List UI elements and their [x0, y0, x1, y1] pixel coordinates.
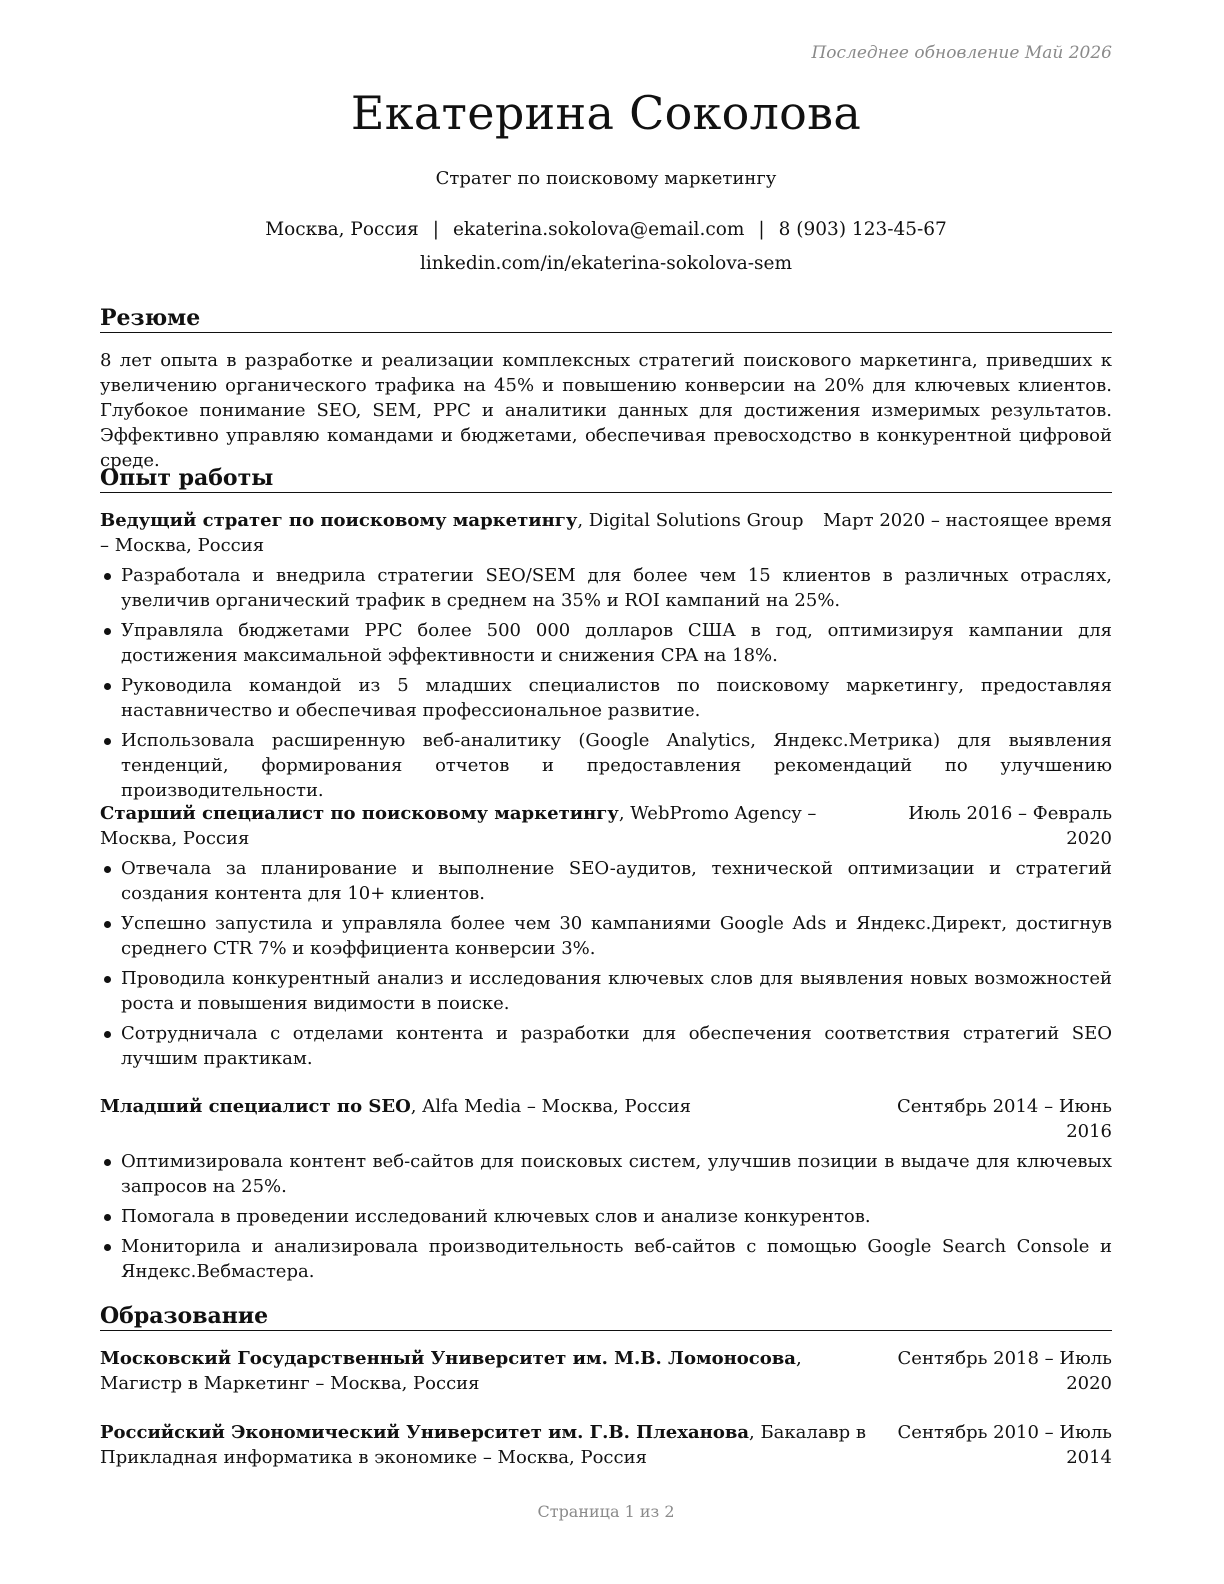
education-heading	[100, 1346, 875, 1396]
education-entry	[100, 1346, 1112, 1396]
job-bullet: Руководила командой из 5 младших специалистов по поисковому маркетингу, предоставляя наставничество и обеспечивая профессиональное развитие.	[100, 673, 1112, 723]
contact-phone[interactable]: 8 (903) 123-45-67	[778, 219, 947, 240]
job-bullet: Отвечала за планирование и выполнение SEO-аудитов, технической оптимизации и стратегий создания контента для 10+ клиентов.	[100, 856, 1112, 906]
section-title-education: Образование	[100, 1303, 1112, 1331]
summary-text: 8 лет опыта в разработке и реализации комплексных стратегий поискового маркетинга, приведших к увеличению органического трафика на 45% и повышению конверсии на 20% для ключевых клиентов. Глубокое понимание SEO, SEM, PPC и аналитики данных для достижения измеримых результатов. Эффективно управляю командами и бюджетами, обеспечивая превосходство в конкурентной цифровой среде.	[100, 350, 1112, 471]
contact-email[interactable]: ekaterina.sokolova@email.com	[452, 219, 745, 240]
job-bullets	[100, 1149, 1112, 1284]
last-updated: Последнее обновление Май 2026	[811, 43, 1112, 63]
job-bullet: Успешно запустила и управляла более чем 30 кампаниями Google Ads и Яндекс.Директ, достигнув среднего CTR 7% и коэффициента конверсии 3%.	[100, 911, 1112, 961]
job-heading	[100, 1094, 872, 1144]
job-bullet: Оптимизировала контент веб-сайтов для поисковых систем, улучшив позиции в выдаче для ключевых запросов на 25%.	[100, 1149, 1112, 1199]
job-entry	[100, 801, 1112, 1076]
job-bullets	[100, 856, 1112, 1071]
job-dates: Июль 2016 – Февраль 2020	[908, 803, 1112, 849]
section-title-summary: Резюме	[100, 305, 1112, 333]
education-detail: , Магистр в Маркетинг – Москва, Россия	[100, 1348, 802, 1394]
page-number: Страница 1 из 2	[537, 1502, 675, 1521]
job-position: Старший специалист по поисковому маркетингу	[100, 803, 619, 824]
job-company: , Digital Solutions Group – Москва, Россия	[100, 510, 804, 556]
education-school: Российский Экономический Университет им. Г.В. Плеханова	[100, 1422, 749, 1443]
job-entry	[100, 1094, 1112, 1289]
job-bullet: Сотрудничала с отделами контента и разработки для обеспечения соответствия стратегий SEO лучшим практикам.	[100, 1021, 1112, 1071]
job-position: Младший специалист по SEO	[100, 1096, 411, 1117]
job-company: , WebPromo Agency – Москва, Россия	[100, 803, 817, 849]
job-bullet: Разработала и внедрила стратегии SEO/SEM для более чем 15 клиентов в различных отраслях, увеличив органический трафик в среднем на 35% и ROI кампаний на 25%.	[100, 563, 1112, 613]
education-dates: Сентябрь 2018 – Июль 2020	[897, 1348, 1112, 1394]
contact-separator: |	[432, 219, 439, 240]
education-heading	[100, 1420, 875, 1470]
education-dates: Сентябрь 2010 – Июль 2014	[897, 1422, 1112, 1468]
section-title-experience: Опыт работы	[100, 465, 1112, 493]
job-bullet: Проводила конкурентный анализ и исследования ключевых слов для выявления новых возможностей роста и повышения видимости в поиске.	[100, 966, 1112, 1016]
job-bullet: Помогала в проведении исследований ключевых слов и анализе конкурентов.	[100, 1204, 1112, 1229]
education-school: Московский Государственный Университет им. М.В. Ломоносова	[100, 1348, 796, 1369]
resume-page	[100, 0, 1112, 1584]
job-dates: Март 2020 – настоящее время	[822, 510, 1112, 531]
candidate-name: Екатерина Соколова	[350, 86, 862, 140]
job-bullet: Мониторила и анализировала производительность веб-сайтов с помощью Google Search Console и Яндекс.Вебмастера.	[100, 1234, 1112, 1284]
job-heading	[100, 508, 810, 558]
contact-line	[100, 219, 1112, 240]
contact-location: Москва, Россия	[265, 219, 419, 240]
job-company: , Alfa Media – Москва, Россия	[410, 1096, 691, 1117]
job-bullet: Использовала расширенную веб-аналитику (Google Analytics, Яндекс.Метрика) для выявления тенденций, формирования отчетов и предоставления рекомендаций по улучшению производительности.	[100, 728, 1112, 803]
contact-linkedin[interactable]: linkedin.com/in/ekaterina-sokolova-sem	[419, 253, 793, 274]
job-dates: Сентябрь 2014 – Июнь 2016	[896, 1096, 1112, 1142]
contact-separator: |	[758, 219, 765, 240]
job-position: Ведущий стратег по поисковому маркетингу	[100, 510, 578, 531]
job-entry	[100, 508, 1112, 808]
candidate-role: Стратег по поисковому маркетингу	[435, 168, 777, 189]
education-entry	[100, 1420, 1112, 1470]
job-bullets	[100, 563, 1112, 803]
job-bullet: Управляла бюджетами PPC более 500 000 долларов США в год, оптимизируя кампании для достижения максимальной эффективности и снижения CPA на 18%.	[100, 618, 1112, 668]
job-heading	[100, 801, 880, 851]
education-detail: , Бакалавр в Прикладная информатика в экономике – Москва, Россия	[100, 1422, 867, 1468]
